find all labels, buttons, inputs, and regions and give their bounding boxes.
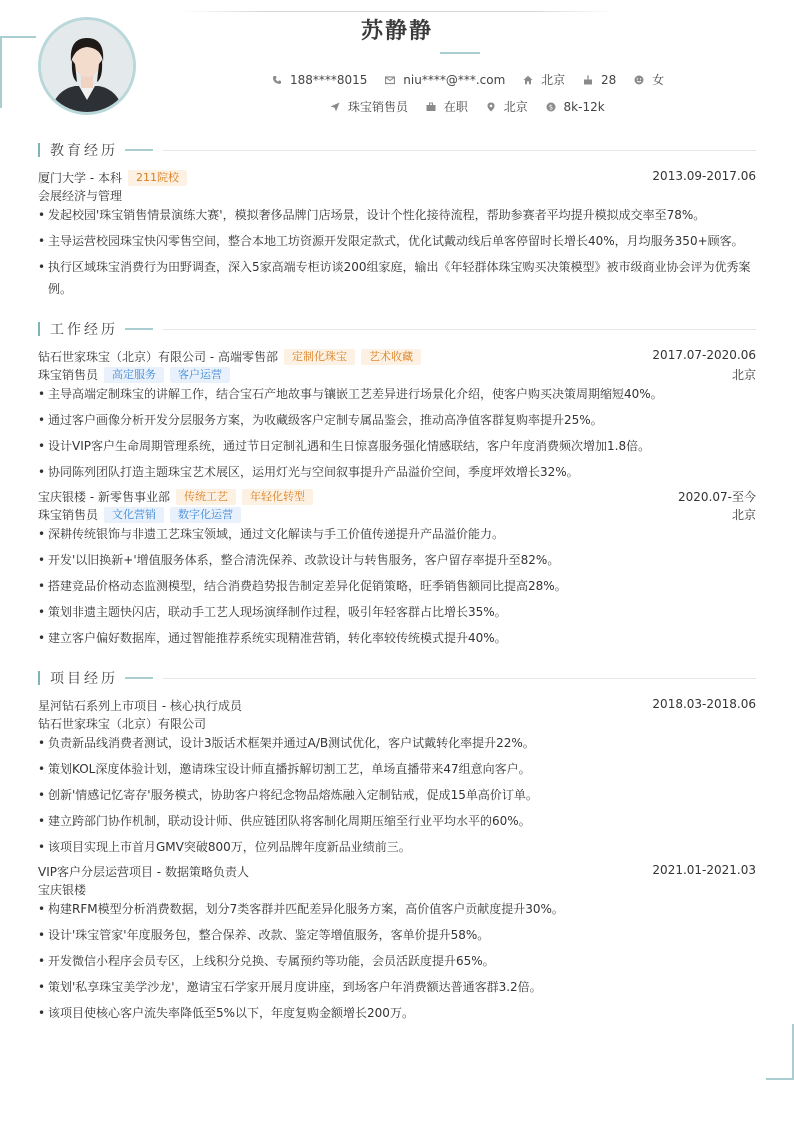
header-divider	[180, 11, 616, 12]
send-icon	[330, 102, 340, 112]
work-date: 2017.07-2020.06	[652, 348, 756, 362]
list-item: • 策划非遗主题快闪店，联动手工艺人现场演绎制作过程，吸引年轻客群占比增长35%。	[38, 605, 507, 619]
list-item: • 建立跨部门协作机制，联动设计师、供应链团队将客制化周期压缩至行业平均水平的60%。	[38, 814, 531, 828]
school-major: 厦门大学 - 本科	[38, 171, 122, 185]
project-date: 2021.01-2021.03	[652, 863, 756, 877]
education-date: 2013.09-2017.06	[652, 169, 756, 183]
age-item	[583, 73, 616, 87]
location-pin-icon	[486, 102, 496, 112]
project-1-header	[38, 697, 756, 715]
candidate-name: 苏静静	[360, 19, 433, 44]
email-icon	[385, 75, 395, 85]
project-org: 宝庆银楼	[38, 883, 87, 897]
svg-text:$: $	[548, 103, 553, 112]
email-text: niu****@***.com	[403, 72, 506, 87]
job-target-text: 珠宝销售员	[348, 100, 409, 114]
role-tag: 文化营销	[104, 507, 164, 523]
list-item: • 开发'以旧换新+'增值服务体系，整合清洗保养、改款设计与转售服务，客户留存率提升至82%。	[38, 553, 560, 567]
role-tag: 数字化运营	[170, 507, 241, 523]
work-date: 2020.07-至今	[678, 490, 756, 504]
company-name: 钻石世家珠宝（北京）有限公司 - 高端零售部	[38, 350, 278, 364]
work-2-role-row	[38, 506, 756, 524]
list-item: • 负责新品线消费者测试，设计3版话术框架并通过A/B测试优化，客户试戴转化率提升22%。	[38, 736, 535, 750]
email-item	[385, 73, 505, 87]
project-title: VIP客户分层运营项目 - 数据策略负责人	[38, 865, 249, 879]
list-item: • 设计'珠宝管家'年度服务包，整合保养、改款、鉴定等增值服务，客单价提升58%。	[38, 928, 490, 942]
list-item: • 深耕传统银饰与非遗工艺珠宝领域，通过文化解读与手工价值传递提升产品溢价能力。	[38, 527, 505, 541]
money-icon	[546, 102, 556, 112]
phone-item	[272, 73, 367, 87]
work-location: 北京	[731, 368, 756, 382]
school-tag: 211院校	[128, 170, 187, 186]
list-item: • 开发微信小程序会员专区，上线积分兑换、专属预约等功能，会员活跃度提升65%。	[38, 954, 495, 968]
home-icon	[523, 75, 533, 85]
list-item: • 创新'情感记忆寄存'服务模式，协助客户将纪念物品熔炼融入定制钻戒，促成15单高价订单。	[38, 788, 538, 802]
list-item: • 构建RFM模型分析消费数据，划分7类客群并匹配差异化服务方案，高价值客户贡献度提升30%。	[38, 902, 564, 916]
list-item: • 执行区域珠宝消费行为田野调查，深入5家高端专柜访谈200组家庭，输出《年轻群体珠宝购买决策模型》被市级商业协会评为优秀案例。	[38, 260, 751, 296]
status-text: 在职	[443, 100, 468, 114]
corner-decoration-top-left	[0, 36, 36, 108]
gender-item	[634, 71, 664, 88]
city-item	[523, 71, 565, 88]
list-item: • 策划'私享珠宝美学沙龙'，邀请宝石学家开展月度讲座，到场客户年消费额达普通客群3.2倍。	[38, 980, 542, 994]
phone-icon	[272, 75, 282, 85]
company-name: 宝庆银楼 - 新零售事业部	[38, 490, 170, 504]
job-intention-row	[330, 98, 619, 115]
city-text: 北京	[541, 73, 566, 87]
project-2-org-row	[38, 881, 756, 899]
smile-icon	[634, 75, 644, 85]
project-org: 钻石世家珠宝（北京）有限公司	[38, 717, 207, 731]
salary-text: 8k-12k	[563, 99, 605, 114]
project-2-header	[38, 863, 756, 881]
list-item: • 该项目实现上市首月GMV突破800万，位列品牌年度新品业绩前三。	[38, 840, 411, 854]
salary-item	[546, 100, 605, 114]
company-tag: 艺术收藏	[361, 349, 421, 365]
project-date: 2018.03-2018.06	[652, 697, 756, 711]
company-tag: 传统工艺	[176, 489, 236, 505]
cake-icon	[583, 75, 593, 85]
phone-text: 188****8015	[290, 72, 368, 87]
section-title-education: 教育经历	[38, 142, 756, 158]
list-item: • 发起校园'珠宝销售情景演练大赛'，模拟奢侈品牌门店场景，设计个性化接待流程，帮助参赛者平均提升模拟成交率至78%。	[38, 208, 706, 222]
status-item	[426, 98, 468, 115]
name-underline	[440, 52, 480, 54]
list-item: • 主导高端定制珠宝的讲解工作，结合宝石产地故事与镶嵌工艺差异进行场景化介绍，使客户购买决策周期缩短40%。	[38, 387, 663, 401]
project-1-org-row	[38, 715, 756, 733]
list-item: • 主导运营校园珠宝快闪零售空间，整合本地工坊资源开发限定款式，优化试戴动线后单客停留时长增长40%，月均服务350+顾客。	[38, 234, 744, 248]
work-1-header	[38, 348, 756, 366]
list-item: • 通过客户画像分析开发分层服务方案，为收藏级客户定制专属品鉴会，推动高净值客群复购率提升25%。	[38, 413, 603, 427]
list-item: • 策划KOL深度体验计划，邀请珠宝设计师直播拆解切割工艺，单场直播带来47组意向客户。	[38, 762, 531, 776]
age-text: 28	[600, 72, 617, 87]
contact-row	[272, 71, 678, 88]
work-location: 北京	[731, 508, 756, 522]
role-tag: 客户运营	[170, 367, 230, 383]
section-title-work: 工作经历	[38, 321, 756, 337]
list-item: • 搭建竞品价格动态监测模型，结合消费趋势报告制定差异化促销策略，旺季销售额同比提高28%。	[38, 579, 567, 593]
role-tag: 高定服务	[104, 367, 164, 383]
work-2-header	[38, 488, 756, 506]
target-city-item	[486, 98, 528, 115]
work-1-role-row	[38, 366, 756, 384]
company-tag: 定制化珠宝	[284, 349, 355, 365]
education-major-row	[38, 187, 756, 205]
section-title-project: 项目经历	[38, 670, 756, 686]
project-title: 星河钻石系列上市项目 - 核心执行成员	[38, 699, 242, 713]
role: 珠宝销售员	[38, 368, 99, 382]
role: 珠宝销售员	[38, 508, 99, 522]
major: 会展经济与管理	[38, 189, 123, 203]
list-item: • 该项目使核心客户流失率降低至5%以下，年度复购金额增长200万。	[38, 1006, 414, 1020]
job-target-item	[330, 98, 408, 115]
list-item: • 设计VIP客户生命周期管理系统，通过节日定制礼遇和生日惊喜服务强化情感联结，客户年度消费频次增加1.8倍。	[38, 439, 651, 453]
target-city-text: 北京	[503, 100, 528, 114]
company-tag: 年轻化转型	[242, 489, 313, 505]
education-header	[38, 169, 756, 187]
list-item: • 协同陈列团队打造主题珠宝艺术展区，运用灯光与空间叙事提升产品溢价空间，季度坪效增长32%。	[38, 465, 579, 479]
gender-text: 女	[652, 73, 665, 87]
briefcase-icon	[426, 102, 436, 112]
corner-decoration-bottom-right	[766, 1024, 794, 1080]
list-item: • 建立客户偏好数据库，通过智能推荐系统实现精准营销，转化率较传统模式提升40%。	[38, 631, 507, 645]
